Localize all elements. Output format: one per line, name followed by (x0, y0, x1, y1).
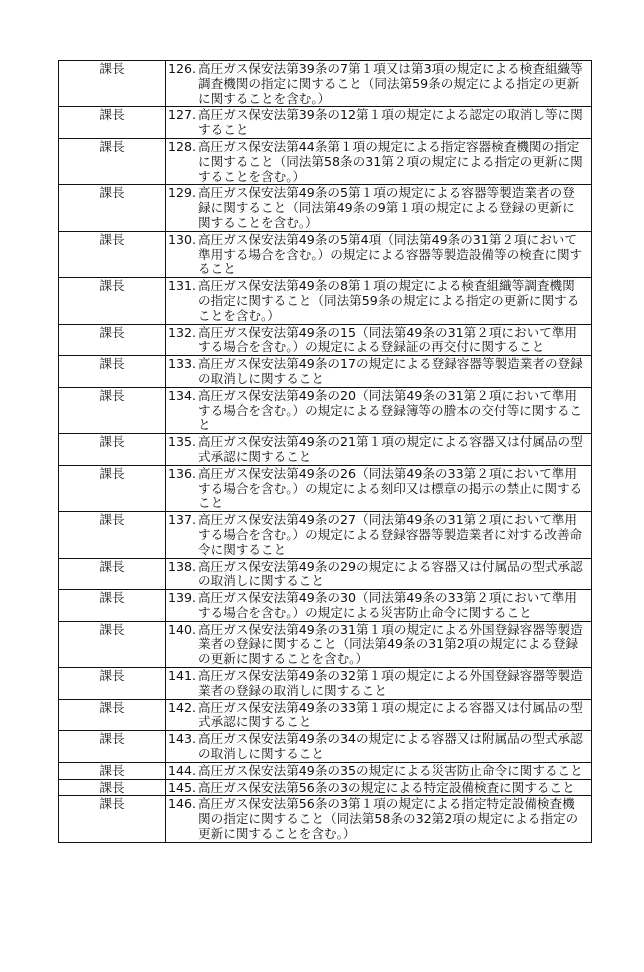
role-label: 課長 (99, 278, 125, 294)
duty-cell (166, 668, 592, 700)
role-cell (59, 668, 166, 700)
table-row (59, 387, 592, 433)
role-cell (59, 231, 166, 277)
duty-cell (166, 107, 592, 139)
role-label: 課長 (99, 61, 125, 76)
duty-cell (166, 699, 592, 731)
role-label: 課長 (99, 558, 125, 574)
role-cell (59, 779, 166, 796)
role-cell (59, 621, 166, 667)
role-cell (59, 590, 166, 622)
role-label: 課長 (99, 796, 125, 812)
role-label: 課長 (99, 324, 125, 340)
duty-item (168, 513, 586, 557)
item-description: 高圧ガス保安法第49条の8第１項の規定による検査組織等調査機関の指定に関すること（同法第59条の規定による指定の更新に関することを含む。） (198, 278, 580, 323)
table-row (59, 278, 592, 324)
role-label: 課長 (99, 434, 125, 450)
role-label: 課長 (99, 107, 125, 123)
item-number: 133. (168, 356, 197, 372)
duty-cell (166, 61, 592, 107)
duty-item (168, 781, 586, 796)
delegation-table (58, 60, 592, 843)
duty-cell (166, 185, 592, 231)
role-label: 課長 (99, 185, 125, 201)
table-row (59, 779, 592, 796)
role-cell (59, 465, 166, 511)
role-cell (59, 356, 166, 388)
role-label: 課長 (99, 779, 125, 795)
role-label: 課長 (99, 231, 125, 247)
role-cell (59, 731, 166, 763)
duty-item (168, 389, 586, 433)
item-number: 130. (168, 231, 197, 247)
table-row (59, 185, 592, 231)
item-number: 132. (168, 324, 197, 340)
duty-cell (166, 356, 592, 388)
table-row (59, 590, 592, 622)
role-label: 課長 (99, 731, 125, 747)
item-number: 141. (168, 668, 197, 684)
role-cell (59, 324, 166, 356)
item-description: 高圧ガス保安法第49条の35の規定による災害防止命令に関すること (198, 762, 583, 778)
duty-cell (166, 779, 592, 796)
item-description: 高圧ガス保安法第49条の32第１項の規定による外国登録容器等製造業者の登録の取消しに関すること (198, 668, 583, 698)
role-label: 課長 (99, 590, 125, 606)
role-cell (59, 185, 166, 231)
role-cell (59, 512, 166, 558)
role-label: 課長 (99, 762, 125, 778)
duty-item (168, 797, 586, 841)
duty-cell (166, 278, 592, 324)
duty-item (168, 186, 586, 230)
role-cell (59, 61, 166, 107)
duty-item (168, 623, 586, 667)
item-number: 127. (168, 107, 197, 123)
item-number: 135. (168, 434, 197, 450)
item-number: 140. (168, 621, 197, 637)
item-description: 高圧ガス保安法第49条の21第１項の規定による容器又は付属品の型式承認に関すること (198, 434, 583, 464)
role-cell (59, 107, 166, 139)
table-row (59, 731, 592, 763)
item-description: 高圧ガス保安法第49条の5第4項（同法第49条の31第２項において準用する場合を含む。）の規定による容器等製造設備等の検査に関すること (198, 231, 583, 277)
duty-item (168, 669, 586, 699)
duty-cell (166, 731, 592, 763)
duty-cell (166, 387, 592, 433)
duty-item (168, 435, 586, 465)
role-label: 課長 (99, 668, 125, 684)
table-row (59, 231, 592, 277)
delegation-table-body (59, 61, 592, 843)
item-description: 高圧ガス保安法第49条の20（同法第49条の31第２項において準用する場合を含む。）の規定による登録簿等の謄本の交付等に関すること (198, 387, 583, 433)
duty-cell (166, 138, 592, 184)
duty-item (168, 357, 586, 387)
role-cell (59, 796, 166, 842)
role-cell (59, 434, 166, 466)
table-row (59, 324, 592, 356)
duty-item (168, 108, 586, 138)
item-description: 高圧ガス保安法第49条の17の規定による登録容器等製造業者の登録の取消しに関すること (198, 356, 583, 386)
item-description: 高圧ガス保安法第49条の26（同法第49条の33第２項において準用する場合を含む。）の規定による刻印又は標章の掲示の禁止に関すること (198, 465, 583, 511)
item-description: 高圧ガス保安法第56条の3第１項の規定による指定特定設備検査機関の指定に関すること（同法第58条の32第2項の規定による指定の更新に関することを含む。） (198, 796, 579, 842)
item-description: 高圧ガス保安法第44条第１項の規定による指定容器検査機関の指定に関すること（同法第58条の31第２項の規定による指定の更新に関することを含む。） (198, 138, 583, 184)
item-number: 136. (168, 465, 197, 481)
item-number: 144. (168, 762, 197, 778)
duty-cell (166, 465, 592, 511)
item-number: 142. (168, 699, 197, 715)
table-row (59, 762, 592, 779)
duty-item (168, 326, 586, 356)
table-row (59, 434, 592, 466)
role-label: 課長 (99, 699, 125, 715)
item-description: 高圧ガス保安法第56条の3の規定による特定設備検査に関すること (198, 779, 575, 795)
role-label: 課長 (99, 138, 125, 154)
duty-item (168, 701, 586, 731)
duty-item (168, 233, 586, 277)
item-number: 145. (168, 779, 197, 795)
table-row (59, 356, 592, 388)
item-description: 高圧ガス保安法第49条の15（同法第49条の31第２項において準用する場合を含む。）の規定による登録証の再交付に関すること (198, 324, 577, 355)
item-description: 高圧ガス保安法第39条の12第１項の規定による認定の取消し等に関すること (198, 107, 583, 138)
item-description: 高圧ガス保安法第49条の5第１項の規定による容器等製造業者の登録に関すること（同法第49条の9第１項の規定による登録の更新に関することを含む。） (198, 185, 575, 230)
table-row (59, 107, 592, 139)
duty-item (168, 732, 586, 762)
item-number: 126. (168, 61, 197, 76)
role-cell (59, 699, 166, 731)
table-row (59, 138, 592, 184)
duty-cell (166, 558, 592, 590)
duty-item (168, 62, 586, 106)
duty-cell (166, 434, 592, 466)
item-number: 143. (168, 731, 197, 747)
item-number: 146. (168, 796, 197, 812)
item-number: 138. (168, 558, 197, 574)
role-cell (59, 138, 166, 184)
item-description: 高圧ガス保安法第49条の29の規定による容器又は付属品の型式承認の取消しに関すること (198, 558, 583, 589)
duty-item (168, 560, 586, 590)
role-label: 課長 (99, 465, 125, 481)
role-label: 課長 (99, 512, 125, 528)
role-label: 課長 (99, 621, 125, 637)
table-row (59, 558, 592, 590)
table-row (59, 465, 592, 511)
duty-cell (166, 512, 592, 558)
duty-item (168, 591, 586, 621)
duty-cell (166, 796, 592, 842)
role-label: 課長 (99, 356, 125, 372)
duty-cell (166, 621, 592, 667)
table-row (59, 796, 592, 842)
duty-cell (166, 231, 592, 277)
duty-item (168, 140, 586, 184)
table-row (59, 621, 592, 667)
item-description: 高圧ガス保安法第49条の34の規定による容器又は附属品の型式承認の取消しに関すること (198, 731, 583, 762)
item-number: 134. (168, 387, 197, 403)
item-number: 129. (168, 185, 197, 201)
item-description: 高圧ガス保安法第49条の33第１項の規定による容器又は付属品の型式承認に関すること (198, 699, 583, 730)
table-row (59, 668, 592, 700)
table-row (59, 512, 592, 558)
role-label: 課長 (99, 387, 125, 403)
role-cell (59, 558, 166, 590)
duty-item (168, 279, 586, 323)
duty-item (168, 764, 586, 779)
table-row (59, 699, 592, 731)
item-number: 137. (168, 512, 197, 528)
item-number: 128. (168, 138, 197, 154)
item-description: 高圧ガス保安法第49条の31第１項の規定による外国登録容器等製造業者の登録に関すること（同法第49条の31第2項の規定による登録の更新に関することを含む。） (198, 621, 583, 667)
item-number: 131. (168, 278, 197, 294)
table-row (59, 61, 592, 107)
item-description: 高圧ガス保安法第49条の30（同法第49条の33第２項において準用する場合を含む。）の規定による災害防止命令に関すること (198, 590, 577, 620)
role-cell (59, 278, 166, 324)
duty-cell (166, 762, 592, 779)
item-number: 139. (168, 590, 197, 606)
item-description: 高圧ガス保安法第49条の27（同法第49条の31第２項において準用する場合を含む。）の規定による登録容器等製造業者に対する改善命令に関すること (198, 512, 583, 557)
role-cell (59, 387, 166, 433)
duty-cell (166, 324, 592, 356)
duty-item (168, 467, 586, 511)
role-cell (59, 762, 166, 779)
duty-cell (166, 590, 592, 622)
item-description: 高圧ガス保安法第39条の7第１項又は第3項の規定による検査組織等調査機関の指定に関すること（同法第59条の規定による指定の更新に関することを含む。） (198, 61, 583, 106)
